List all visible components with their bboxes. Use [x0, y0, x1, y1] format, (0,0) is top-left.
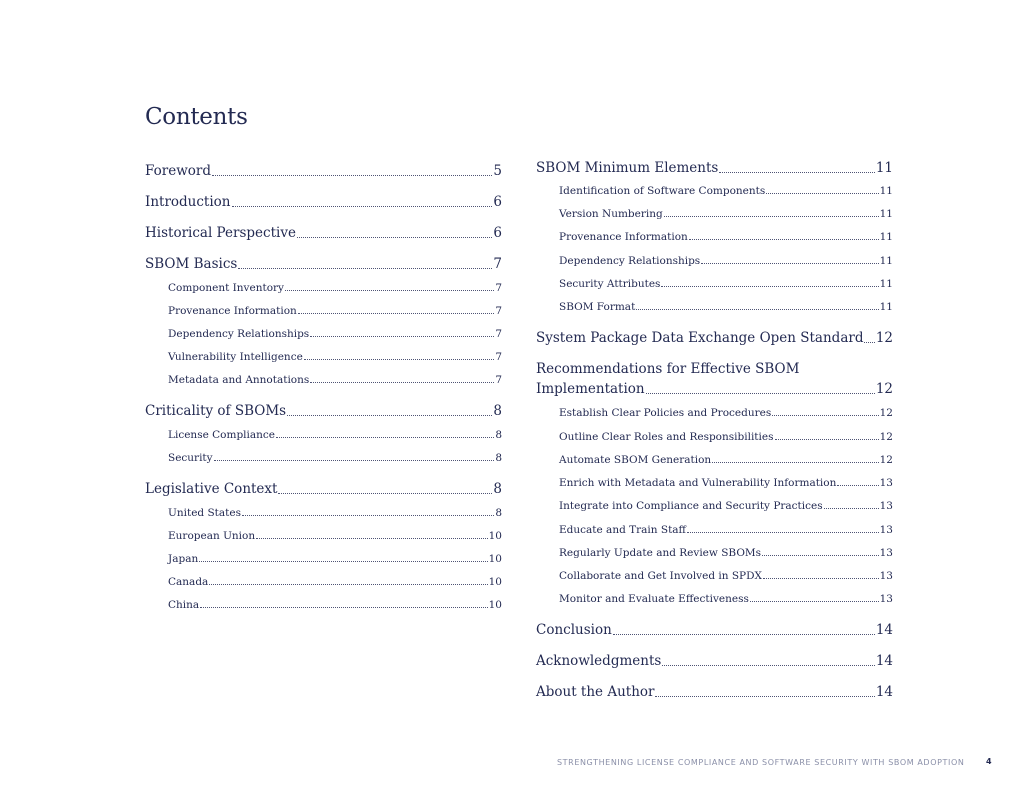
toc-leader	[837, 485, 878, 486]
toc-label: United States	[168, 507, 241, 519]
toc-label: SBOM Format	[559, 301, 636, 313]
toc-page: 13	[879, 500, 893, 512]
toc-entry-component-inventory[interactable]	[168, 282, 502, 294]
toc-label: Metadata and Annotations	[168, 374, 310, 386]
toc-page: 11	[875, 160, 893, 176]
toc-entry-sbom-format[interactable]	[559, 301, 893, 313]
toc-leader	[762, 555, 879, 556]
toc-entry-outline-roles[interactable]	[559, 431, 893, 443]
toc-page: 10	[488, 530, 502, 542]
toc-page: 7	[495, 282, 502, 294]
toc-entry-version-numbering[interactable]	[559, 208, 893, 220]
toc-label: Japan	[168, 553, 199, 565]
toc-page: 7	[495, 351, 502, 363]
toc-page: 13	[879, 524, 893, 536]
toc-label: Acknowledgments	[536, 653, 662, 669]
toc-leader	[200, 607, 487, 608]
toc-page: 13	[879, 570, 893, 582]
toc-entry-criticality-of-sboms[interactable]	[145, 403, 502, 419]
toc-page: 10	[488, 553, 502, 565]
toc-entry-metadata-and-annotations[interactable]	[168, 374, 502, 386]
toc-label-continued: Implementation	[536, 381, 645, 397]
toc-entry-enrich-with-metadata[interactable]	[559, 477, 893, 489]
toc-leader	[242, 515, 494, 516]
toc-label: Dependency Relationships	[559, 255, 701, 267]
toc-entry-legislative-context[interactable]	[145, 481, 502, 497]
toc-entry-collaborate-spdx[interactable]	[559, 570, 893, 582]
toc-page: 10	[488, 576, 502, 588]
toc-label: Introduction	[145, 194, 231, 210]
toc-entry-canada[interactable]	[168, 576, 502, 588]
toc-entry-dependency-relationships[interactable]	[559, 255, 893, 267]
toc-leader	[304, 359, 495, 360]
toc-leader	[636, 309, 878, 310]
toc-entry-establish-policies[interactable]	[559, 407, 893, 419]
toc-label: Automate SBOM Generation	[559, 454, 712, 466]
toc-label: License Compliance	[168, 429, 275, 441]
toc-page: 8	[493, 481, 502, 497]
toc-leader	[712, 462, 878, 463]
toc-label: Outline Clear Roles and Responsibilities	[559, 431, 774, 443]
toc-page: 12	[879, 407, 893, 419]
toc-page: 6	[493, 225, 502, 241]
toc-page: 11	[879, 278, 893, 290]
toc-page: 13	[879, 547, 893, 559]
toc-entry-japan[interactable]	[168, 553, 502, 565]
toc-entry-china[interactable]	[168, 599, 502, 611]
toc-label: Security	[168, 452, 213, 464]
toc-page: 7	[495, 328, 502, 340]
toc-leader	[763, 578, 879, 579]
toc-page: 12	[875, 381, 893, 397]
toc-page: 8	[495, 452, 502, 464]
toc-entry-recommendations[interactable]	[536, 361, 893, 397]
toc-label: Educate and Train Staff	[559, 524, 687, 536]
toc-leader	[212, 175, 492, 176]
toc-page: 12	[875, 330, 893, 346]
toc-leader	[701, 263, 878, 264]
toc-page: 10	[488, 599, 502, 611]
toc-label: Provenance Information	[559, 231, 688, 243]
toc-label: Criticality of SBOMs	[145, 403, 287, 419]
toc-leader	[209, 584, 487, 585]
toc-label: Legislative Context	[145, 481, 278, 497]
toc-page: 6	[493, 194, 502, 210]
toc-line2	[536, 381, 893, 397]
toc-leader	[310, 382, 494, 383]
toc-entry-spdx-open-standard[interactable]	[536, 330, 893, 346]
toc-label: Monitor and Evaluate Effectiveness	[559, 593, 749, 605]
toc-label: Dependency Relationships	[168, 328, 310, 340]
toc-entry-regularly-update[interactable]	[559, 547, 893, 559]
toc-entry-dependency-relationships[interactable]	[168, 328, 502, 340]
toc-leader	[775, 439, 879, 440]
toc-entry-acknowledgments[interactable]	[536, 653, 893, 669]
toc-page: 7	[495, 374, 502, 386]
toc-label: About the Author	[536, 684, 655, 700]
toc-entry-conclusion[interactable]	[536, 622, 893, 638]
toc-page: 7	[495, 305, 502, 317]
toc-leader	[285, 290, 494, 291]
toc-entry-foreword[interactable]	[145, 163, 502, 179]
toc-leader	[661, 286, 878, 287]
toc-label: Foreword	[145, 163, 211, 179]
toc-leader	[646, 393, 875, 394]
toc-page: 5	[493, 163, 502, 179]
toc-page: 8	[495, 507, 502, 519]
toc-label: Historical Perspective	[145, 225, 296, 241]
toc-label: European Union	[168, 530, 256, 542]
toc-entry-security[interactable]	[168, 452, 502, 464]
toc-entry-monitor-evaluate[interactable]	[559, 593, 893, 605]
toc-page: 14	[875, 684, 893, 700]
footer-running-title: STRENGTHENING LICENSE COMPLIANCE AND SOFTWARE SECURITY WITH SBOM ADOPTION	[557, 758, 965, 767]
toc-label: System Package Data Exchange Open Standard	[536, 330, 864, 346]
toc-label: Regularly Update and Review SBOMs	[559, 547, 762, 559]
toc-entry-sbom-basics[interactable]	[145, 256, 502, 272]
toc-page: 12	[879, 431, 893, 443]
toc-leader	[276, 437, 494, 438]
toc-label: Component Inventory	[168, 282, 284, 294]
toc-leader	[719, 172, 874, 173]
toc-page: 11	[879, 208, 893, 220]
toc-label: Canada	[168, 576, 209, 588]
toc-label: Enrich with Metadata and Vulnerability Information	[559, 477, 837, 489]
toc-leader	[772, 415, 878, 416]
toc-page: 14	[875, 653, 893, 669]
toc-leader	[310, 336, 494, 337]
toc-entry-integrate-compliance[interactable]	[559, 500, 893, 512]
toc-page: 12	[879, 454, 893, 466]
toc-entry-introduction[interactable]	[145, 194, 502, 210]
toc-label: Establish Clear Policies and Procedures	[559, 407, 772, 419]
toc-label: Vulnerability Intelligence	[168, 351, 303, 363]
toc-leader	[662, 665, 875, 666]
toc-entry-provenance-information[interactable]	[559, 231, 893, 243]
toc-page: 11	[879, 301, 893, 313]
toc-entry-vulnerability-intelligence[interactable]	[168, 351, 502, 363]
toc-leader	[613, 634, 875, 635]
toc-leader	[824, 508, 879, 509]
toc-leader	[655, 696, 874, 697]
toc-leader	[864, 342, 874, 343]
toc-leader	[687, 532, 879, 533]
toc-label: Conclusion	[536, 622, 612, 638]
toc-page: 11	[879, 255, 893, 267]
toc-page: 13	[879, 477, 893, 489]
toc-leader	[238, 268, 492, 269]
toc-leader	[750, 601, 879, 602]
toc-label: Identification of Software Components	[559, 185, 766, 197]
toc-page: 8	[495, 429, 502, 441]
toc-label: Provenance Information	[168, 305, 297, 317]
toc-leader	[298, 313, 495, 314]
toc-label: Security Attributes	[559, 278, 661, 290]
toc-entry-european-union[interactable]	[168, 530, 502, 542]
toc-entry-educate-train-staff[interactable]	[559, 524, 893, 536]
toc-label: Collaborate and Get Involved in SPDX	[559, 570, 763, 582]
toc-leader	[256, 538, 488, 539]
toc-leader	[287, 415, 492, 416]
toc-page: 8	[493, 403, 502, 419]
toc-entry-security-attributes[interactable]	[559, 278, 893, 290]
toc-leader	[766, 193, 878, 194]
toc-page: 14	[875, 622, 893, 638]
toc-entry-identification-of-software-components[interactable]	[559, 185, 893, 197]
toc-entry-historical-perspective[interactable]	[145, 225, 502, 241]
toc-leader	[664, 216, 879, 217]
toc-entry-provenance-information[interactable]	[168, 305, 502, 317]
toc-page: 13	[879, 593, 893, 605]
toc-label: Recommendations for Effective SBOM	[536, 361, 800, 377]
toc-label: Integrate into Compliance and Security Practices	[559, 500, 823, 512]
toc-entry-about-the-author[interactable]	[536, 684, 893, 700]
toc-entry-united-states[interactable]	[168, 507, 502, 519]
toc-leader	[278, 493, 492, 494]
toc-leader	[689, 239, 879, 240]
footer-page-number: 4	[986, 757, 992, 766]
toc-label: SBOM Minimum Elements	[536, 160, 719, 176]
toc-label: SBOM Basics	[145, 256, 238, 272]
toc-entry-license-compliance[interactable]	[168, 429, 502, 441]
toc-label: China	[168, 599, 200, 611]
toc-label: Version Numbering	[559, 208, 663, 220]
toc-leader	[214, 460, 495, 461]
page-title: Contents	[145, 104, 248, 130]
toc-leader	[232, 206, 493, 207]
toc-page: 11	[879, 185, 893, 197]
toc-page: 11	[879, 231, 893, 243]
toc-page: 7	[493, 256, 502, 272]
toc-entry-automate-sbom-generation[interactable]	[559, 454, 893, 466]
toc-leader	[199, 561, 487, 562]
toc-entry-sbom-minimum-elements[interactable]	[536, 160, 893, 176]
toc-leader	[297, 237, 492, 238]
